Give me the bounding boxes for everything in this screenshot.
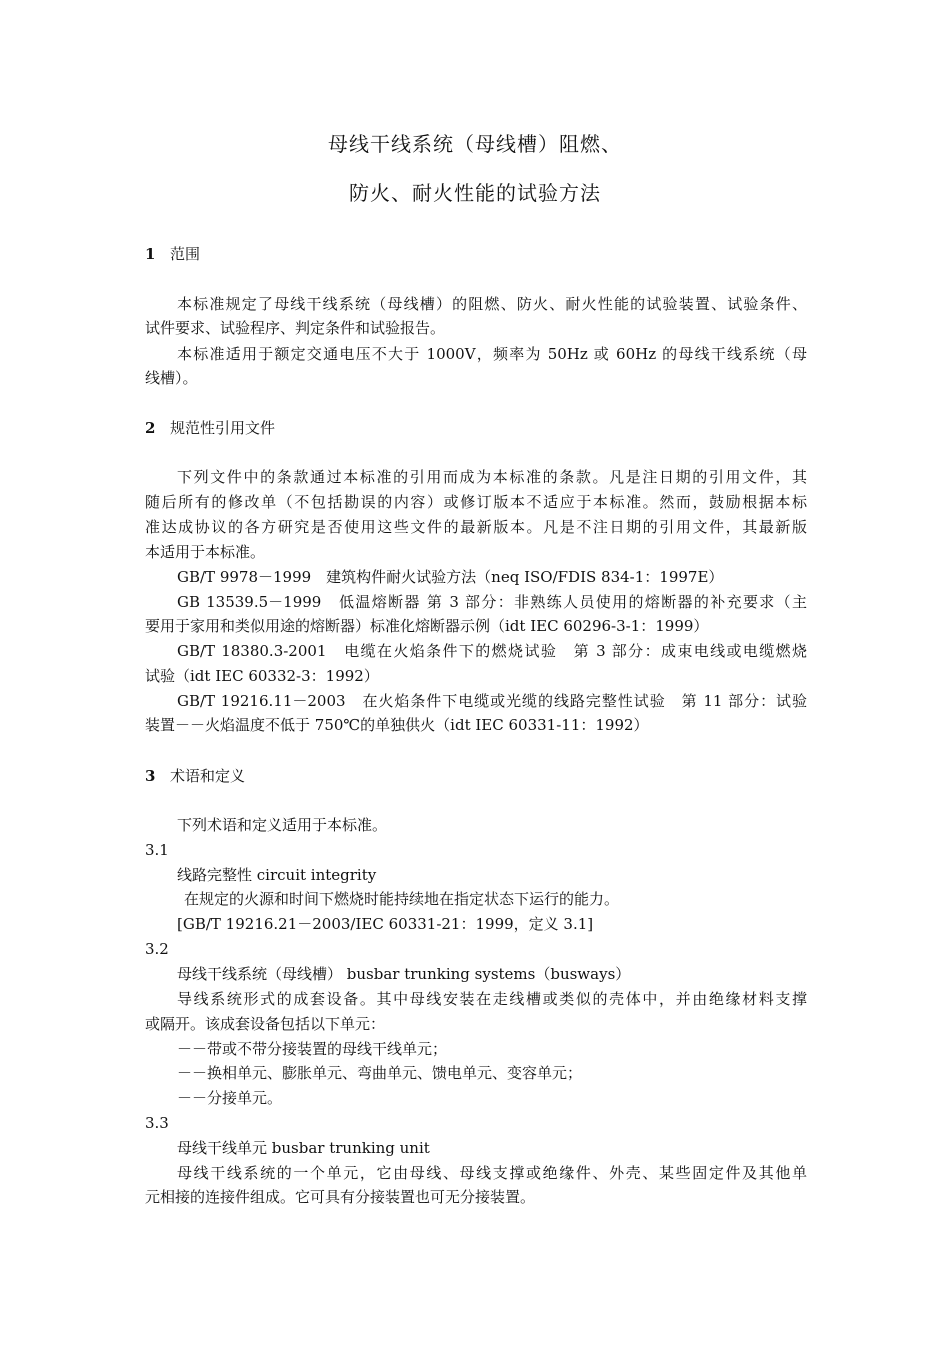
term-title: 母线干线系统（母线槽） busbar trunking systems（busways） <box>177 965 631 983</box>
section-1-heading <box>145 243 200 264</box>
paragraph-line: 本标准适用于额定交通电压不大于 1000V，频率为 50Hz 或 60Hz 的母线干线系统（母 <box>177 345 807 363</box>
paragraph-line: 随后所有的修改单（不包括勘误的内容）或修订版本不适应于本标准。然而，鼓励根据本标 <box>145 493 807 511</box>
term-definition: 导线系统形式的成套设备。其中母线安装在走线槽或类似的壳体中，并由绝缘材料支撑 <box>177 990 807 1008</box>
reference-line: 要用于家用和类似用途的熔断器）标准化熔断器示例（idt IEC 60296-3-1：1999） <box>145 617 709 635</box>
reference-line: 装置－－火焰温度不低于 750℃的单独供火（idt IEC 60331-11：1992） <box>145 716 649 734</box>
document-title-line-1: 母线干线系统（母线槽）阻燃、 <box>328 132 622 156</box>
term-title: 线路完整性 circuit integrity <box>177 866 377 884</box>
clause-number: 3.3 <box>145 1114 169 1132</box>
clause-number: 3.2 <box>145 940 169 958</box>
paragraph-line: 试件要求、试验程序、判定条件和试验报告。 <box>145 319 446 337</box>
reference-line: GB/T 18380.3-2001 电缆在火焰条件下的燃烧试验 第 3 部分：成束电线或电缆燃烧 <box>177 642 807 660</box>
paragraph-line: 线槽）。 <box>145 369 198 387</box>
list-item: －－分接单元。 <box>177 1089 283 1107</box>
term-title: 母线干线单元 busbar trunking unit <box>177 1139 430 1157</box>
reference-line: GB 13539.5－1999 低温熔断器 第 3 部分：非熟练人员使用的熔断器的补充要求（主 <box>177 593 807 611</box>
section-title: 规范性引用文件 <box>170 419 276 437</box>
paragraph-line: 本适用于本标准。 <box>145 543 266 561</box>
list-item: －－换相单元、膨胀单元、弯曲单元、馈电单元、变容单元； <box>177 1064 583 1082</box>
paragraph-line: 准达成协议的各方研究是否使用这些文件的最新版本。凡是不注日期的引用文件，其最新版 <box>145 518 807 536</box>
term-source: [GB/T 19216.21－2003/IEC 60331-21：1999，定义 3.1] <box>177 915 594 933</box>
term-definition: 母线干线系统的一个单元，它由母线、母线支撑或绝缘件、外壳、某些固定件及其他单 <box>177 1164 807 1182</box>
paragraph-line: 下列文件中的条款通过本标准的引用而成为本标准的条款。凡是注日期的引用文件，其 <box>177 468 807 486</box>
reference-line: GB/T 9978－1999 建筑构件耐火试验方法（neq ISO/FDIS 834-1：1997E） <box>177 568 724 586</box>
paragraph-line: 下列术语和定义适用于本标准。 <box>177 816 388 834</box>
reference-line: GB/T 19216.11－2003 在火焰条件下电缆或光缆的线路完整性试验 第 11 部分：试验 <box>177 692 807 710</box>
section-2-heading <box>145 417 275 438</box>
section-number: 3 <box>145 767 156 785</box>
section-title: 术语和定义 <box>170 767 246 785</box>
section-number: 2 <box>145 419 156 437</box>
document-title-line-2: 防火、耐火性能的试验方法 <box>349 181 601 205</box>
term-definition: 元相接的连接件组成。它可具有分接装置也可无分接装置。 <box>145 1188 536 1206</box>
term-definition: 在规定的火源和时间下燃烧时能持续地在指定状态下运行的能力。 <box>184 890 620 908</box>
section-3-heading <box>145 765 245 786</box>
section-number: 1 <box>145 245 156 263</box>
term-definition: 或隔开。该成套设备包括以下单元： <box>145 1015 386 1033</box>
section-title: 范围 <box>170 245 201 263</box>
clause-number: 3.1 <box>145 841 169 859</box>
list-item: －－带或不带分接装置的母线干线单元； <box>177 1040 448 1058</box>
paragraph-line: 本标准规定了母线干线系统（母线槽）的阻燃、防火、耐火性能的试验装置、试验条件、 <box>177 295 807 313</box>
reference-line: 试验（idt IEC 60332-3：1992） <box>145 667 379 685</box>
